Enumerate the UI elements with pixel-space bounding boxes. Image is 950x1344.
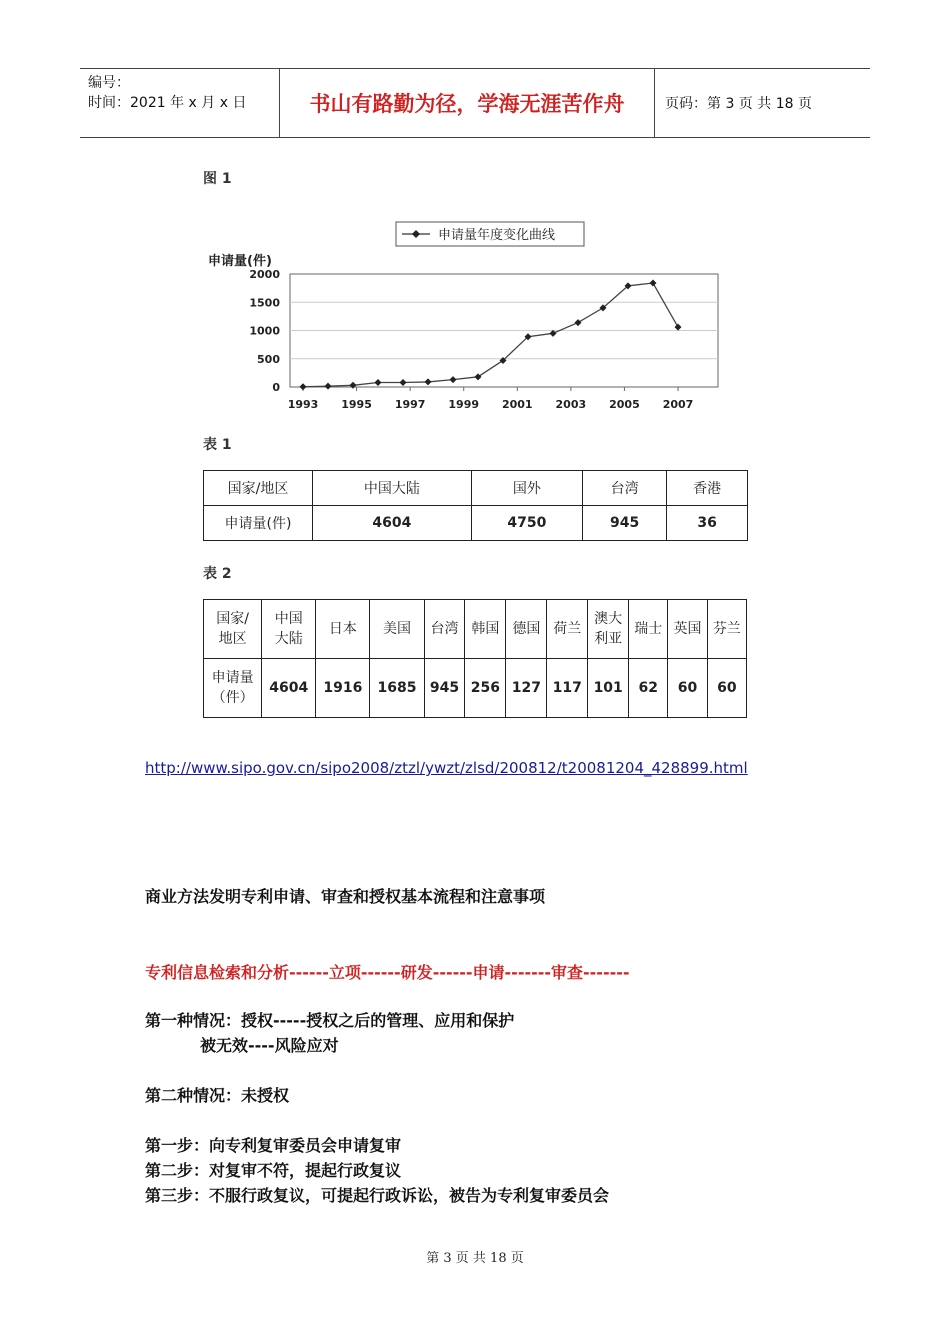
table-cell: 1916 [316,659,370,718]
line-chart [200,212,730,417]
table2 [203,599,747,718]
x-tick-label: 1997 [394,398,426,411]
table1 [203,470,748,541]
table-cell: 60 [707,659,746,718]
step2-text: 第二步：对复审不符，提起行政复议 [145,1161,402,1180]
table-cell: 国外 [471,471,582,506]
table2-caption: 表 2 [203,566,232,582]
page-header [80,68,870,138]
y-tick-label: 2000 [249,268,280,281]
table-row [204,471,748,506]
table-header-cell: 美国 [370,600,424,659]
case1-text: 第一种情况：授权-----授权之后的管理、应用和保护 [145,1011,515,1030]
table-header-cell: 澳大 利亚 [588,600,629,659]
header-motto: 书山有路勤为径，学海无涯苦作舟 [280,69,655,137]
chart-y-ticks [249,268,280,394]
y-tick-label: 1500 [249,296,280,310]
header-page-label: 页码：第 3 页 共 18 页 [665,96,812,112]
time-label: 时间：2021 年 x 月 x 日 [88,95,247,111]
x-tick-label: 2007 [662,398,694,411]
table-cell: 117 [547,659,588,718]
table-header-cell: 瑞士 [629,600,668,659]
table-cell: 101 [588,659,629,718]
source-link[interactable]: http://www.sipo.gov.cn/sipo2008/ztzl/ywzt/zlsd/200812/t20081204_428899.html [145,759,748,777]
table-cell: 香港 [667,471,748,506]
chart-legend-label: 申请量年度变化曲线 [438,228,556,243]
table1-caption: 表 1 [203,437,232,453]
table-header-cell: 中国 大陆 [262,600,316,659]
table-row [204,506,748,541]
table-header-cell: 英国 [668,600,707,659]
table-cell: 台湾 [583,471,667,506]
table-header-cell: 德国 [506,600,547,659]
table-cell: 62 [629,659,668,718]
header-meta [80,69,280,137]
step3-text: 第三步：不服行政复议，可提起行政诉讼，被告为专利复审委员会 [145,1186,610,1205]
number-label: 编号： [88,75,130,91]
y-tick-label: 500 [257,352,280,366]
x-tick-label: 2001 [501,398,533,411]
case1-invalid-text: 被无效----风险应对 [200,1036,339,1055]
table-cell: 4604 [262,659,316,718]
table-row [204,600,747,659]
page-footer: 第 3 页 共 18 页 [426,1251,524,1266]
table-cell: 127 [506,659,547,718]
table-row-label: 申请量 （件） [204,659,262,718]
step1-text: 第一步：向专利复审委员会申请复审 [145,1136,402,1155]
table-header-cell: 台湾 [424,600,465,659]
table-row [204,659,747,718]
table-cell: 60 [668,659,707,718]
table-cell: 申请量(件) [204,506,313,541]
figure-caption: 图 1 [203,171,232,187]
x-tick-label: 2005 [609,398,640,411]
table-cell: 4750 [471,506,582,541]
x-tick-label: 1999 [448,398,480,411]
table-header-cell: 芬兰 [707,600,746,659]
table-cell: 36 [667,506,748,541]
table-cell: 4604 [313,506,472,541]
y-tick-label: 1000 [249,324,280,338]
table-header-cell: 日本 [316,600,370,659]
chart-x-ticks [288,387,694,411]
table-header-cell: 韩国 [465,600,506,659]
x-tick-label: 1993 [287,398,319,411]
table-cell: 1685 [370,659,424,718]
section-title: 商业方法发明专利申请、审查和授权基本流程和注意事项 [145,887,546,906]
x-tick-label: 2003 [555,398,587,411]
table-cell: 国家/地区 [204,471,313,506]
case2-text: 第二种情况：未授权 [145,1086,290,1105]
flow-text: 专利信息检索和分析------立项------研发------申请-------审查------- [145,963,630,982]
y-tick-label: 0 [272,381,280,394]
table-cell: 256 [465,659,506,718]
table-cell: 945 [583,506,667,541]
chart-ylabel: 申请量(件) [208,254,272,269]
table-cell: 中国大陆 [313,471,472,506]
x-tick-label: 1995 [341,398,372,411]
table-header-cell: 国家/ 地区 [204,600,262,659]
table-cell: 945 [424,659,465,718]
table-header-cell: 荷兰 [547,600,588,659]
